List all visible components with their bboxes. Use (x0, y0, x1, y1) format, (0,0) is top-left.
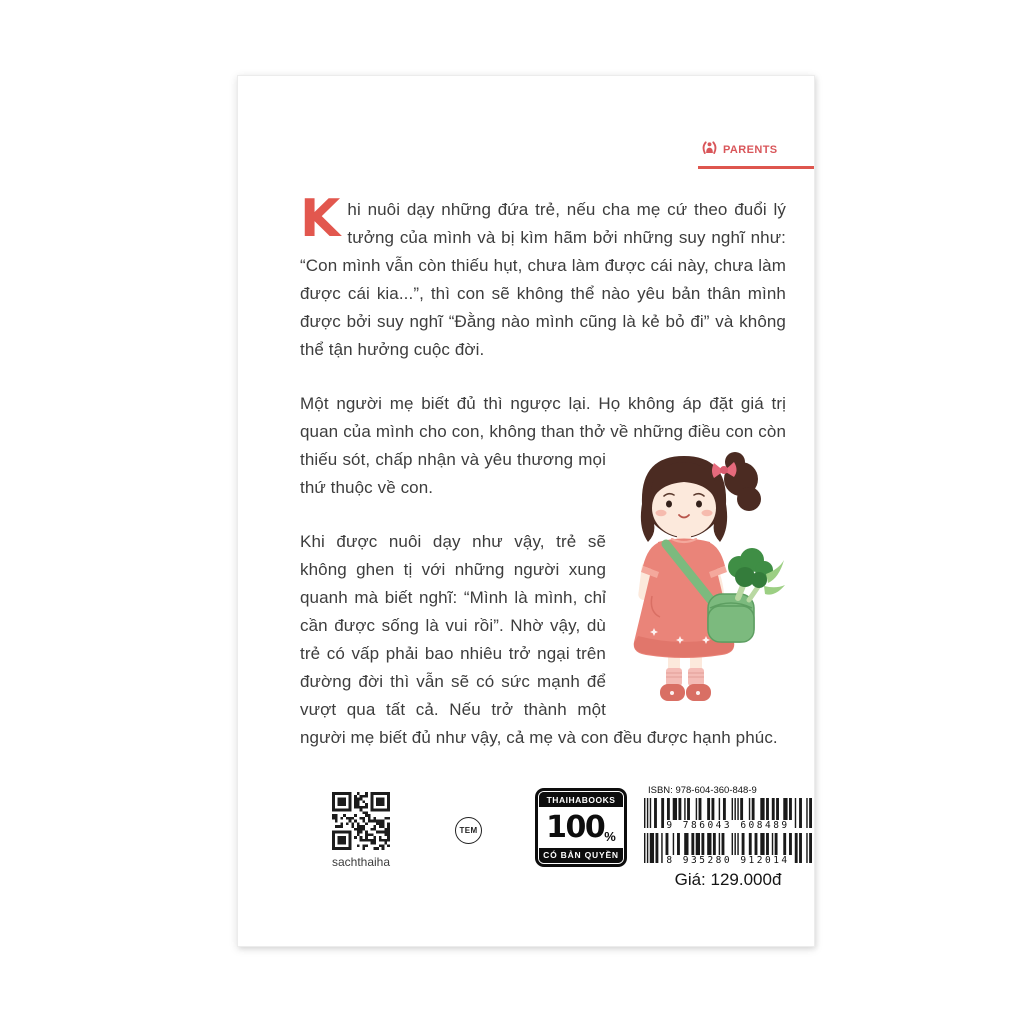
isbn-label: ISBN: 978-604-360-848-9 (648, 785, 757, 796)
paragraph-2: Một người mẹ biết đủ thì ngược lại. Họ không áp đặt giá trị quan của mình cho con, không than thở về những điều con còn thiếu sót, chấp nhận và yêu thương mọi thứ thuộc về con. (300, 394, 786, 497)
paragraph-1-text: hi nuôi dạy những đứa trẻ, nếu cha mẹ cứ theo đuổi lý tưởng của mình và bị kìm hãm bởi những suy nghĩ như: “Con mình vẫn còn thiếu hụt, chưa làm được cái này, chưa làm được cái kia...”, thì con sẽ không thể nào yêu bản thân mình được bởi suy nghĩ “Đằng nào mình cũng là kẻ bỏ đi” và không thể tận hưởng cuộc đời. (300, 200, 786, 359)
book-back-cover (237, 75, 815, 947)
brand-label: PARENTS (723, 144, 778, 156)
girl-with-broccoli-bag-drawing (620, 446, 786, 718)
back-cover-text (300, 189, 786, 778)
paragraph-1 (300, 189, 786, 364)
qr-label: sachthaiha (331, 855, 391, 869)
tem-stamp (455, 817, 482, 844)
barcode-1-digits: 9 786043 608489 (666, 820, 790, 831)
paragraph-3: Khi được nuôi dạy như vậy, trẻ sẽ không ghen tị với những người xung quanh mà biết nghĩ: “Mình là mình, chỉ cần được sống là vui rồi”. Nhờ vậy, dù trẻ có vấp phải bao nhiêu trở ngại trên đường đời thì vẫn sẽ có sức mạnh để vượt qua tất cả. Nếu trở thành một người mẹ biết đủ như vậy, cả mẹ và con đều được hạnh phúc. (300, 532, 778, 747)
price-label: Giá: 129.000đ (674, 870, 782, 889)
badge-title: THAIHABOOKS (539, 792, 623, 807)
brand-logo (698, 139, 814, 169)
parents-logo-icon (701, 139, 718, 161)
publisher-badge (535, 788, 627, 867)
dropcap-letter: K (300, 189, 341, 249)
qr-code (332, 792, 390, 850)
qr-code-pattern (332, 792, 390, 850)
badge-subtitle: CÓ BẢN QUYỀN (539, 848, 623, 863)
barcode-block (644, 785, 812, 890)
badge-percent: % (604, 829, 616, 844)
tem-label: TEM (459, 826, 478, 835)
brand-underline (698, 166, 814, 169)
badge-100: 100 (546, 809, 605, 845)
barcode-2-digits: 8 935280 912014 (666, 855, 790, 866)
